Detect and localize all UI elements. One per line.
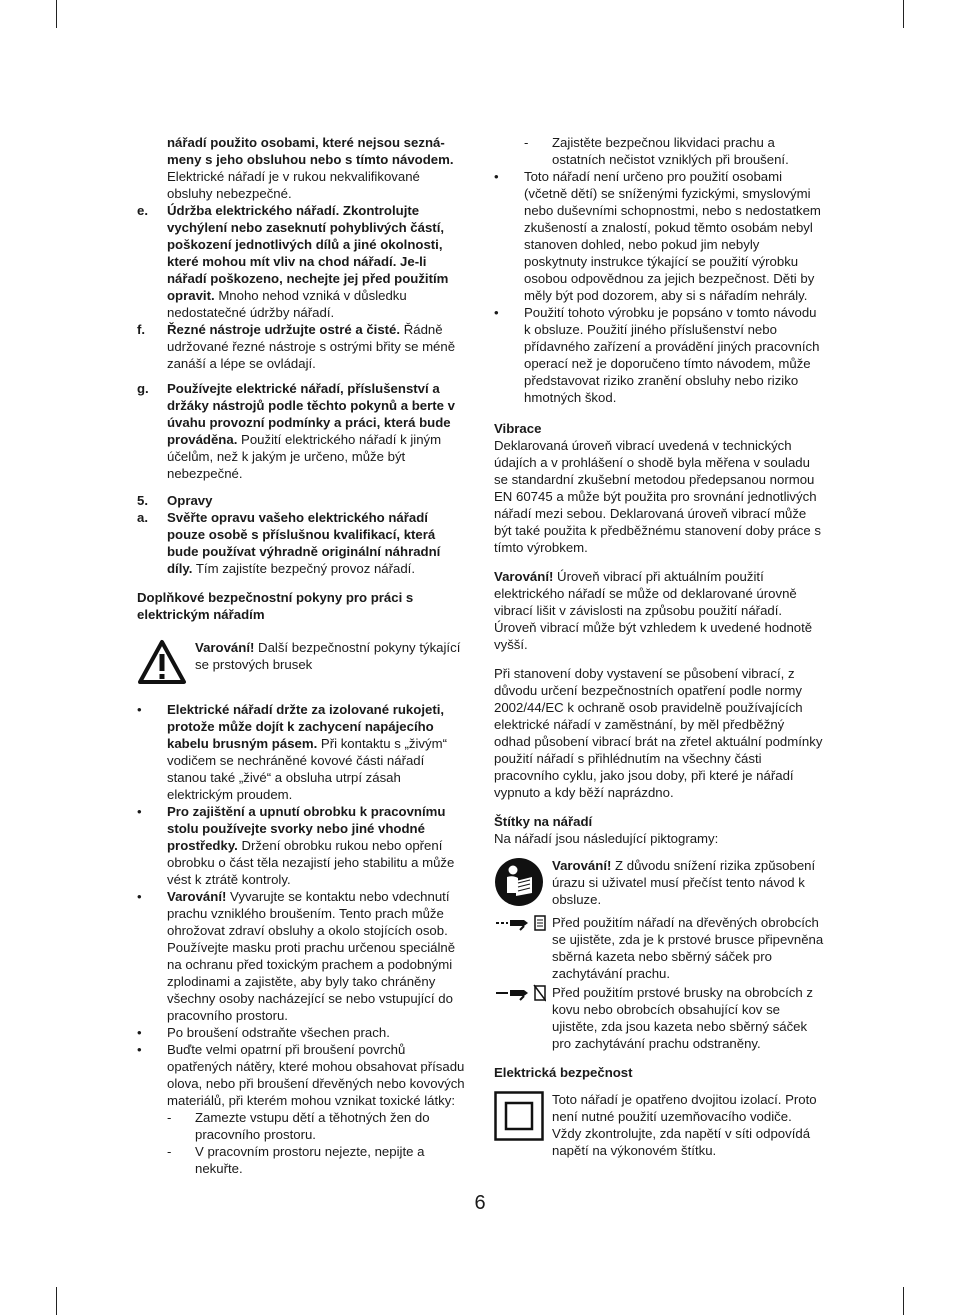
dash-item (137, 1109, 467, 1143)
left-column (137, 134, 467, 1177)
pictogram-row (494, 857, 824, 908)
bullet-text: Použití tohoto výrobku je popsáno v tomto návodu k obsluze. Použití jiného příslušenství nebo přídavného zařízení a provádění jiných pracovních operací než je doporučeno tímto návodem, může představovat riziko zranění obsluhy nebo riziko hmotných škod. (524, 305, 820, 405)
item-marker: e. (137, 203, 148, 218)
crop-mark (903, 1287, 904, 1315)
item-a-plain: Tím zajistíte bezpečný provoz nářadí. (195, 561, 416, 576)
double-insulation-row (494, 1091, 824, 1159)
bullet-text: Vyvarujte se kontaktu nebo vdechnutí prachu vzniklého broušením. Tento prach může ohrožovat zdraví obsluhy a okolo stojících osob. Používejte masku proti prachu určenou speciálně na ochranu před toxickým prachem a podobnými zplodinami a zajistěte, aby byly tako chráněny všechny osoby nacházející se nebo vstupující do pracovního prostoru. (167, 889, 456, 1023)
vibration-warning-text: Úroveň vibrací při aktuálním použití elektrického nářadí se může od deklarované úrovně vibrací lišit v závislosti na způsobu použití nářadí. Úroveň vibrací může být vzhledem k uvedené hodnotě vyšší. (494, 569, 813, 652)
pictogram-metal-text: Před použitím prstové brusky na obrobcích z kovu nebo obrobcích obsahující kov se ujistěte, zda jsou kazeta nebo sběrný sáček pro zachytávání prachu odstraněny. (552, 985, 813, 1051)
bullet-mark: • (494, 305, 499, 320)
electrical-safety-text: Toto nářadí je opatřeno dvojitou izolací. Proto není nutné použití uzemňovacího vodiče. Vždy zkontrolujte, zda napětí v síti odpovídá napětí na výkonovém štítku. (552, 1092, 817, 1158)
bullet-item (137, 1041, 467, 1109)
bullet-text: Držení obrobku rukou nebo opření obrobku o část těla nezajistí jeho stabilitu a může vést k ztrátě kontroly. (167, 838, 455, 887)
bullet-text: Po broušení odstraňte všechen prach. (167, 1025, 390, 1040)
bullet-bold: Varování! (167, 889, 227, 904)
dash-text: V pracovním prostoru nejezte, nepijte a nekuřte. (195, 1144, 425, 1176)
dash-text: Zamezte vstupu dětí a těhotných žen do pracovního prostoru. (195, 1110, 430, 1142)
item-a-bold: Svěřte opravu vašeho elektrického nářadí pouze osobě s příslušnou kvalifikací, která bude používat výhradně originální náhradní díly. (167, 510, 441, 576)
bullet-item (137, 888, 467, 1024)
vibration-paragraph: Při stanovení doby vystavení se působení vibrací, z důvodu určení bezpečnostních opatření podle normy 2002/44/EC k ochraně osob pravidelně používajících elektrické nářadí v zaměstnání, by měl předběžný odhad působení vibrací brát na zřetel aktuální podmínky použití nářadí s přihlédnutím na všechny části pracovního cyklu, jako jsou doby, při které je nářadí vypnuto a kdy běží naprázdno. (494, 666, 823, 800)
bullet-text: Buďte velmi opatrní při broušení povrchů opatřených nátěry, které mohou obsahovat přísadu olova, nebo při broušení dřevěných nebo kovových materiálů, při kterém mohou vznikat toxické látky: (167, 1042, 465, 1108)
bullet-item (137, 1024, 467, 1041)
warning-text: Další bezpečnostní pokyny týkající se prstových brusek (195, 640, 461, 672)
vibration-text: Deklarovaná úroveň vibrací uvedená v technických údajích a v prohlášení o shodě byla měřena v souladu se standardní zkušební metodou předepsanou normou EN 60745 a může být použita pro srovnání jednotlivých nářadí mezi sebou. Deklarovaná úroveň vibrací může být také použita k předběžnému stanovení doby práce s tímto výrobkem. (494, 438, 821, 555)
page-number: 6 (474, 1192, 486, 1214)
bullet-text: Toto nářadí není určeno pro použití osobami (včetně dětí) se sníženými fyzickými, smyslovými nebo duševními schopnostmi, nebo s nedostatkem zkušeností a znalostí, pokud těmto osobám nebyl stanoven dohled, nebo pokud jim nebyly poskytnuty instrukce týkající se použití výrobku osobou odpovědnou za jejich bezpečnost. Děti by měly být pod dozorem, aby si s nářadím nehrály. (524, 169, 821, 303)
pictogram-row (494, 914, 824, 982)
bullet-item (137, 803, 467, 888)
pictogram-warning-label: Varování! (552, 858, 612, 873)
bullet-bold: Elektrické nářadí držte za izolované rukojeti, protože může dojít k zachycení napájecího kabelu brusným pásem. (167, 702, 445, 751)
vibration-warning-label: Varování! (494, 569, 554, 584)
item-f-plain: Řádně udržované řezné nástroje s ostrými břity se méně zanáší a lépe se ovládají. (167, 322, 456, 371)
dash-item (137, 1143, 467, 1177)
dash-mark: - (167, 1110, 172, 1125)
bullet-mark: • (137, 702, 142, 717)
section-title: Opravy (167, 493, 213, 508)
intro-paragraph (137, 134, 467, 202)
crop-mark (903, 0, 904, 28)
wood-dust-bag-icon (494, 914, 546, 936)
labels-heading: Štítky na nářadí (494, 814, 593, 829)
electrical-safety-heading: Elektrická bezpečnost (494, 1065, 633, 1080)
dash-item (494, 134, 824, 168)
dash-text: Zajistěte bezpečnou likvidaci prachu a ostatních nečistot vzniklých při broušení. (552, 135, 789, 167)
bullet-bold: Pro zajištění a upnutí obrobku k pracovnímu stolu používejte svorky nebo jiné vhodné prostředky. (167, 804, 446, 853)
dash-mark: - (524, 135, 529, 150)
extra-safety-heading: Doplňkové bezpečnostní pokyny pro práci s elektrickým nářadím (137, 590, 414, 622)
section-5 (137, 492, 467, 509)
warning-block (137, 639, 467, 685)
vibration-heading: Vibrace (494, 421, 542, 436)
intro-plain: Elektrické nářadí je v rukou nekvalifikované obsluhy nebezpečné. (167, 169, 420, 201)
item-g-bold: Používejte elektrické nářadí, příslušenství a držáky nástrojů podle těchto pokynů a berte v úvahu provozní podmínky a práci, která bude prováděna. (167, 381, 455, 447)
bullet-item (494, 168, 824, 304)
dash-mark: - (167, 1144, 172, 1159)
crop-mark (56, 1287, 57, 1315)
item-f (137, 321, 467, 372)
item-e-plain: Mnoho nehod vzniká v důsledku nedostatečné údržby nářadí. (167, 288, 407, 320)
item-e (137, 202, 467, 321)
item-a (137, 509, 467, 577)
vibration-warning (494, 568, 824, 653)
labels-intro: Na nářadí jsou následující piktogramy: (494, 831, 719, 846)
item-marker: g. (137, 381, 149, 396)
section-number: 5. (137, 493, 148, 508)
bullet-mark: • (137, 1025, 142, 1040)
pictogram-warning-text: Z důvodu snížení rizika zpŭsobení úrazu si uživatel musí přečíst tento návod k obsluze. (552, 858, 816, 907)
read-manual-icon (494, 857, 544, 907)
metal-no-dust-bag-icon (494, 984, 546, 1006)
bullet-mark: • (137, 804, 142, 819)
item-f-bold: Řezné nástroje udržujte ostré a čisté. (167, 322, 401, 337)
warning-label: Varování! (195, 640, 255, 655)
item-marker: a. (137, 510, 148, 525)
bullet-mark: • (137, 889, 142, 904)
intro-bold: nářadí použito osobami, které nejsou sezná-meny s jeho obsluhou nebo s tímto návodem. (167, 135, 454, 167)
bullet-item (137, 701, 467, 803)
item-marker: f. (137, 322, 146, 337)
double-insulation-icon (494, 1091, 544, 1141)
item-e-bold: Údržba elektrického nářadí. Zkontrolujte vychýlení nebo zaseknutí pohyblivých částí, poškození jednotlivých dílů a jiné okolnosti, které mohou mít vliv na chod nářadí. Je-li nářadí poškozeno, nechejte jej před použitím opravit. (167, 203, 449, 303)
right-column (494, 134, 824, 1159)
bullet-mark: • (494, 169, 499, 184)
pictogram-wood-text: Před použitím nářadí na dřevěných obrobcích se ujistěte, zda je k prstové brusce připevněna sběrná kazeta nebo sběrný sáček pro zachytávání prachu. (552, 915, 824, 981)
crop-mark (56, 0, 57, 28)
warning-triangle-icon (137, 639, 187, 685)
item-g-plain: Použití elektrického nářadí k jiným účelům, než k jakým je určeno, může být nebezpečné. (167, 432, 442, 481)
item-g (137, 380, 467, 482)
bullet-item (494, 304, 824, 406)
bullet-text: Při kontaktu s „živým“ vodičem se nechráněné kovové části nářadí stanou také „živé“ a obsluha utrpí zásah elektrickým proudem. (167, 736, 447, 802)
pictogram-row (494, 984, 824, 1052)
bullet-mark: • (137, 1042, 142, 1057)
